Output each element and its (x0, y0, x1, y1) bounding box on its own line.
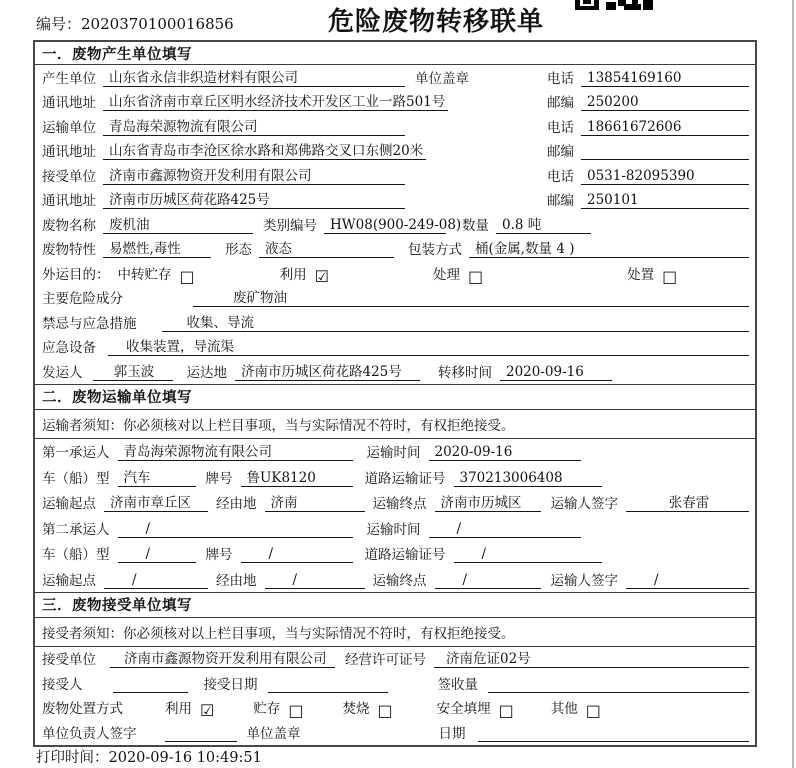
disposal-option-label: 贮存 (253, 701, 281, 717)
field-value: 鲁UK8120 (241, 466, 353, 487)
print-time-value: 2020-09-16 10:49:51 (108, 750, 262, 766)
field-value: 济南 (265, 491, 365, 512)
field-label: 第一承运人 (42, 445, 110, 461)
field-value: 370213006408 (454, 470, 602, 487)
qr-code-fragment-icon (575, 0, 653, 10)
field-label: 运输终点 (372, 496, 427, 512)
page-edge-line (792, 0, 794, 768)
field-label: 废物名称 (42, 217, 96, 234)
field-label: 数量 (462, 217, 489, 234)
doc-number-value: 2020370100016856 (81, 15, 234, 33)
field-value: / (104, 572, 208, 589)
field-value: 0.8 吨 (496, 213, 591, 234)
field-value: / (241, 546, 353, 563)
field-value: 郭玉波 (93, 360, 173, 381)
field-value: 2020-09-16 (500, 364, 612, 381)
field-label: 道路运输证号 (364, 470, 446, 487)
seal-label: 单位盖章 (246, 725, 301, 742)
emergency-equipment-row (35, 335, 755, 360)
section1-header: 一．废物产生单位填写 (35, 42, 755, 65)
disposal-option-label: 其他 (550, 701, 578, 717)
print-time-label: 打印时间： (36, 750, 109, 766)
doc-number-label: 编号： (36, 15, 82, 33)
field-value (165, 725, 237, 742)
field-label: 通讯地址 (42, 95, 96, 111)
field-value (268, 676, 388, 693)
field-label: 经营许可证号 (345, 652, 426, 668)
receiver-person-row (35, 671, 755, 696)
field-label: 日期 (438, 725, 466, 742)
field-value (113, 676, 188, 693)
producer-address-row (35, 90, 755, 115)
first-carrier-row (35, 439, 755, 465)
field-value: 济南市章丘区 (104, 491, 208, 512)
incinerate-checkbox-icon: □ (377, 701, 393, 720)
field-value: 汽车 (118, 466, 196, 487)
field-label: 转移时间 (438, 364, 492, 381)
field-value: 山东省青岛市李沧区徐水路和郑佛路交叉口东侧20米 (103, 139, 426, 160)
field-label: 主要危险成分 (42, 291, 123, 307)
disposal-method-row (35, 696, 755, 721)
field-label: 邮编 (547, 193, 574, 209)
field-label: 牌号 (205, 470, 233, 487)
doc-number (36, 13, 234, 34)
field-value: 250200 (581, 94, 749, 111)
field-value: / (265, 572, 365, 589)
hazard-components-row (35, 286, 755, 311)
field-label: 应急设备 (42, 340, 96, 356)
field-label: 接受单位 (42, 168, 96, 185)
storage-checkbox-icon: □ (288, 701, 304, 720)
purpose-option-label: 处理 (432, 266, 460, 283)
treat-checkbox-icon: □ (467, 266, 484, 286)
field-value: 收集、导流 (162, 311, 750, 332)
field-label: 运输终点 (372, 572, 427, 589)
field-value: 收集装置，导流渠 (108, 335, 749, 356)
field-value: 易燃性,毒性 (103, 237, 211, 258)
field-label: 电话 (547, 168, 574, 185)
field-label: 车（船）型 (42, 547, 110, 563)
field-value: 废机油 (103, 213, 253, 234)
field-value (581, 143, 749, 160)
field-value: 2020-09-16 (429, 444, 581, 461)
field-value (488, 676, 749, 693)
field-value: 山东省永信非织造材料有限公司 (103, 66, 405, 87)
field-value: 0531-82095390 (581, 168, 749, 185)
consignor-row (35, 359, 755, 384)
disposal-option-label: 安全填埋 (436, 701, 491, 717)
field-value (478, 725, 750, 742)
field-label: 运输时间 (366, 445, 421, 461)
transfer-purpose-row (35, 261, 755, 286)
route-row-2 (35, 566, 755, 592)
field-label: 签收量 (437, 676, 478, 693)
field-value: 济南市历城区荷花路425号 (103, 188, 405, 209)
field-value: 液态 (259, 237, 394, 258)
disposal-option-label: 利用 (165, 701, 192, 717)
field-label: 外运目的： (42, 266, 110, 283)
field-label: 废物特性 (42, 242, 96, 258)
transporter-unit-row (35, 114, 755, 139)
field-value: / (429, 521, 581, 538)
waste-traits-row (35, 237, 755, 262)
purpose-option-label: 中转贮存 (117, 266, 172, 283)
vehicle-row-1 (35, 464, 755, 490)
disposal-option-label: 焚烧 (342, 701, 370, 717)
field-value: 济南市历城区荷花路425号 (235, 360, 420, 381)
field-label: 运输起点 (42, 572, 96, 589)
field-label: 车（船）型 (42, 470, 110, 487)
section3-header: 三．废物接受单位填写 (35, 592, 755, 618)
field-value: / (118, 521, 353, 538)
field-label: 接受人 (42, 676, 83, 693)
purpose-option-label: 利用 (279, 266, 307, 283)
field-label: 发运人 (42, 364, 83, 381)
purpose-option-label: 处置 (627, 266, 655, 283)
field-label: 运输人签字 (550, 572, 618, 589)
transporter-notice: 运输者须知：你必须核对以上栏目事项，当与实际情况不符时，有权拒绝接受。 (35, 410, 755, 439)
field-label: 运输单位 (42, 119, 96, 136)
field-label: 通讯地址 (42, 144, 96, 160)
seal-label: 单位盖章 (415, 70, 469, 87)
field-label: 经由地 (216, 572, 257, 589)
waste-name-row (35, 212, 755, 237)
receiver-notice: 接受者须知：你必须核对以上栏目事项，当与实际情况不符时，有权拒绝接受。 (35, 618, 755, 647)
field-label: 运达地 (186, 364, 227, 381)
vehicle-row-2 (35, 541, 755, 567)
field-label: 电话 (547, 119, 574, 136)
manifest-form (33, 40, 757, 747)
route-row-1 (35, 490, 755, 516)
field-label: 形态 (225, 242, 252, 258)
field-value: 18661672606 (581, 119, 749, 136)
field-label: 道路运输证号 (364, 547, 446, 563)
field-value: 济南市历城区 (435, 491, 541, 512)
signature-row (35, 720, 755, 745)
field-value: 张春雷 (626, 491, 749, 512)
field-label: 禁忌与应急措施 (42, 315, 137, 332)
section2-header: 二．废物运输单位填写 (35, 384, 755, 410)
second-carrier-row (35, 515, 755, 541)
field-value: / (435, 572, 541, 589)
field-value: 250101 (581, 192, 749, 209)
field-label: 经由地 (216, 496, 257, 512)
field-label: 邮编 (547, 144, 574, 160)
transporter-address-row (35, 139, 755, 164)
field-label: 邮编 (547, 95, 574, 111)
field-label: 通讯地址 (42, 193, 96, 209)
field-label: 电话 (547, 70, 574, 87)
receiver-unit-row (35, 163, 755, 188)
field-value: / (626, 572, 749, 589)
utilize-checkbox-icon: ☑ (200, 701, 215, 720)
field-label: 第二承运人 (42, 521, 110, 538)
field-label: 类别编号 (263, 217, 317, 234)
field-value: 青岛海荣源物流有限公司 (118, 440, 353, 461)
field-label: 单位负责人签字 (42, 725, 137, 742)
receiver-unit-license-row (35, 647, 755, 672)
field-label: 运输时间 (366, 521, 421, 538)
field-label: 接受日期 (203, 676, 258, 693)
producer-unit-row (35, 65, 755, 90)
field-label: 运输起点 (42, 496, 96, 512)
field-label: 牌号 (205, 547, 233, 563)
field-value: 山东省济南市章丘区明水经济技术开发区工业一路501号 (103, 90, 448, 111)
field-value: / (454, 546, 602, 563)
field-value: / (118, 546, 196, 563)
field-label: 包装方式 (408, 242, 462, 258)
field-value: 桶(金属,数量 4 ) (469, 237, 749, 258)
field-value: 13854169160 (581, 70, 749, 87)
field-value: 济南危证02号 (434, 647, 749, 668)
print-time (36, 746, 262, 767)
field-value: 济南市鑫源物资开发利用有限公司 (103, 164, 405, 185)
field-label: 废物处置方式 (42, 701, 123, 717)
field-value: 青岛海荣源物流有限公司 (103, 115, 405, 136)
field-label: 产生单位 (42, 70, 96, 87)
field-value: 济南市鑫源物资开发利用有限公司 (110, 647, 335, 668)
page-title: 危险废物转移联单 (328, 7, 545, 37)
utilize-checkbox-icon: ☑ (314, 266, 329, 286)
landfill-checkbox-icon: □ (498, 701, 514, 720)
other-checkbox-icon: □ (585, 701, 601, 720)
field-label: 运输人签字 (550, 496, 618, 512)
field-value: HW08(900-249-08) (324, 217, 446, 234)
emergency-measures-row (35, 310, 755, 335)
field-label: 接受单位 (42, 652, 96, 668)
field-value: 废矿物油 (193, 286, 749, 307)
transit-storage-checkbox-icon: □ (179, 266, 195, 286)
receiver-address-row (35, 188, 755, 213)
dispose-checkbox-icon: □ (662, 266, 678, 286)
